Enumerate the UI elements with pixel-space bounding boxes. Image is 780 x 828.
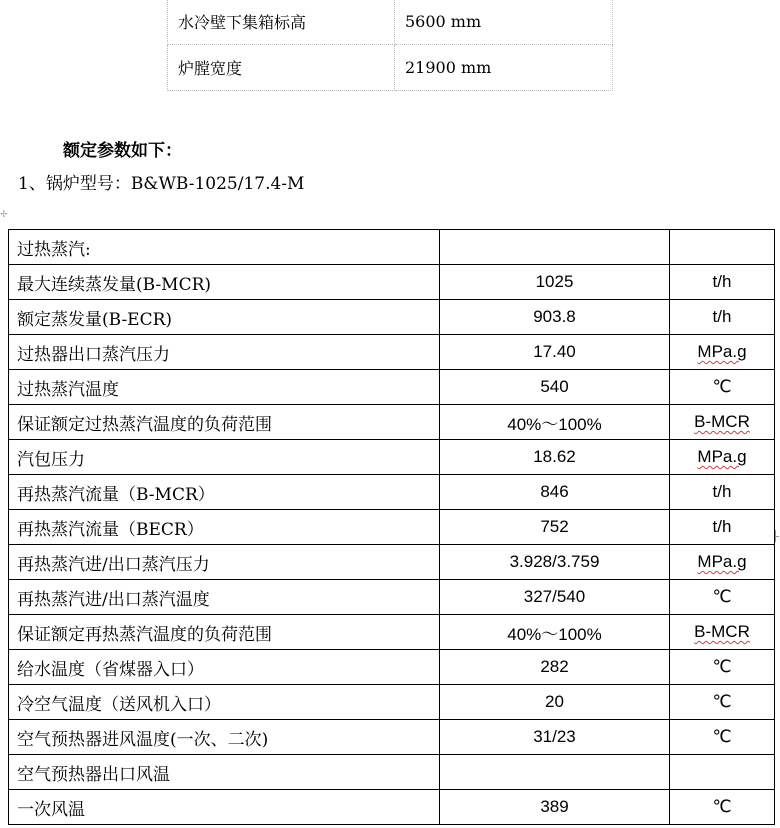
parameter-value: 752 <box>440 510 670 545</box>
parameter-unit: t/h <box>670 265 775 300</box>
table-row <box>9 720 775 755</box>
parameter-value: 846 <box>440 475 670 510</box>
parameter-name: 再热蒸汽流量（B-MCR） <box>9 475 440 510</box>
parameter-value: 389 <box>440 790 670 825</box>
parameter-unit: ℃ <box>670 685 775 720</box>
parameter-value: 17.40 <box>440 335 670 370</box>
parameter-value: 3.928/3.759 <box>440 545 670 580</box>
parameter-name: 再热蒸汽进/出口蒸汽压力 <box>9 545 440 580</box>
table-row <box>9 230 775 265</box>
parameter-unit: ℃ <box>670 790 775 825</box>
parameter-value: 327/540 <box>440 580 670 615</box>
table-row <box>9 335 775 370</box>
parameter-value: 40%～100% <box>440 405 670 440</box>
parameter-unit: ℃ <box>670 720 775 755</box>
table-row <box>9 440 775 475</box>
table-row <box>9 405 775 440</box>
parameter-unit <box>670 755 775 790</box>
parameter-name: 再热蒸汽进/出口蒸汽温度 <box>9 580 440 615</box>
parameter-unit: B-MCR <box>670 615 775 650</box>
parameter-unit <box>670 230 775 265</box>
table-row <box>9 300 775 335</box>
parameter-value: 282 <box>440 650 670 685</box>
parameter-unit: ℃ <box>670 580 775 615</box>
table-row <box>9 615 775 650</box>
parameter-unit: t/h <box>670 300 775 335</box>
table-row <box>168 45 613 91</box>
parameter-name: 空气预热器出口风温 <box>9 755 440 790</box>
parameter-value: 31/23 <box>440 720 670 755</box>
parameter-value <box>440 230 670 265</box>
parameter-unit: MPa.g <box>670 440 775 475</box>
dimension-value: 5600 mm <box>395 0 613 45</box>
table-row <box>9 265 775 300</box>
parameter-value: 20 <box>440 685 670 720</box>
parameter-name: 过热器出口蒸汽压力 <box>9 335 440 370</box>
dimension-label: 炉膛宽度 <box>168 45 395 91</box>
table-row <box>9 510 775 545</box>
parameter-name: 汽包压力 <box>9 440 440 475</box>
parameter-value <box>440 755 670 790</box>
parameter-value: 18.62 <box>440 440 670 475</box>
parameter-name: 一次风温 <box>9 790 440 825</box>
parameter-value: 1025 <box>440 265 670 300</box>
table-row <box>9 790 775 825</box>
parameter-unit: t/h <box>670 475 775 510</box>
parameter-name: 保证额定再热蒸汽温度的负荷范围 <box>9 615 440 650</box>
dimension-label: 水冷壁下集箱标高 <box>168 0 395 45</box>
parameter-unit: B-MCR <box>670 405 775 440</box>
section-heading: 额定参数如下： <box>63 141 182 161</box>
table-row <box>9 650 775 685</box>
table-row <box>9 545 775 580</box>
parameter-name: 过热蒸汽: <box>9 230 440 265</box>
parameter-unit: ℃ <box>670 370 775 405</box>
parameter-name: 最大连续蒸发量(B-MCR) <box>9 265 440 300</box>
table-resize-handle-icon[interactable] <box>775 536 779 537</box>
parameter-name: 空气预热器进风温度(一次、二次) <box>9 720 440 755</box>
table-row <box>9 475 775 510</box>
parameter-value: 540 <box>440 370 670 405</box>
parameter-unit: ℃ <box>670 650 775 685</box>
table-row <box>9 755 775 790</box>
boiler-model-line: 1、锅炉型号：B&WB-1025/17.4-M <box>18 174 305 194</box>
parameter-name: 再热蒸汽流量（BECR） <box>9 510 440 545</box>
parameter-unit: MPa.g <box>670 335 775 370</box>
parameter-value: 903.8 <box>440 300 670 335</box>
table-row <box>9 685 775 720</box>
parameter-name: 冷空气温度（送风机入口） <box>9 685 440 720</box>
table-row <box>168 0 613 45</box>
table-move-handle-icon[interactable]: ✢ <box>0 210 8 220</box>
dimension-value: 21900 mm <box>395 45 613 91</box>
table-row <box>9 370 775 405</box>
parameter-unit: t/h <box>670 510 775 545</box>
rated-parameters-table <box>8 229 775 825</box>
parameter-name: 过热蒸汽温度 <box>9 370 440 405</box>
parameter-name: 保证额定过热蒸汽温度的负荷范围 <box>9 405 440 440</box>
parameter-unit: MPa.g <box>670 545 775 580</box>
boiler-dimensions-table <box>167 0 613 91</box>
table-row <box>9 580 775 615</box>
parameter-name: 额定蒸发量(B-ECR) <box>9 300 440 335</box>
parameter-name: 给水温度（省煤器入口） <box>9 650 440 685</box>
parameter-value: 40%～100% <box>440 615 670 650</box>
